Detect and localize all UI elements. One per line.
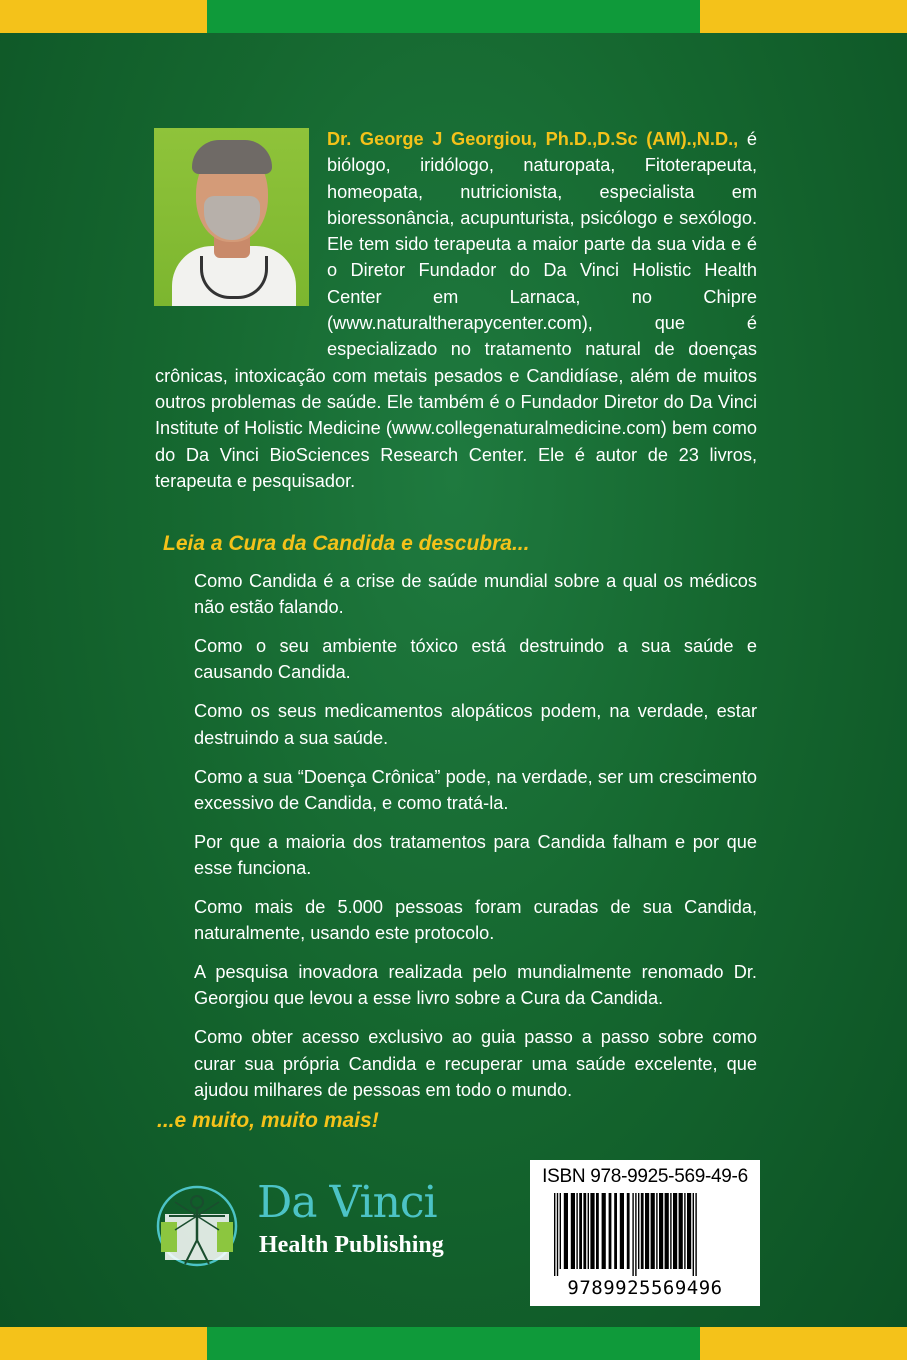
barcode-number: 9789925569496 [567, 1277, 723, 1299]
top-band-yellow-left [0, 0, 207, 33]
top-color-band [0, 0, 907, 33]
barcode-bar [602, 1193, 606, 1269]
barcode-bar [679, 1193, 683, 1269]
bottom-color-band [0, 1327, 907, 1360]
barcode-bar [641, 1193, 644, 1269]
barcode-bar [609, 1193, 612, 1269]
barcode-bar [557, 1193, 558, 1276]
barcode-bar [620, 1193, 624, 1269]
publisher-subtitle: Health Publishing [259, 1232, 444, 1258]
barcode-bar [651, 1193, 655, 1269]
barcode-bar [687, 1193, 691, 1269]
barcode-bar [564, 1193, 568, 1269]
barcode-bar [695, 1193, 696, 1276]
list-item: Como obter acesso exclusivo ao guia passo a passo sobre como curar sua própria Candida e recuperar uma saúde excelente, que ajudou milhares de pessoas em todo o mundo. [194, 1027, 757, 1100]
publisher-block [155, 1177, 465, 1270]
author-bio [155, 126, 757, 494]
barcode-bar [684, 1193, 685, 1269]
author-bio-text: é biólogo, iridólogo, naturopata, Fitoterapeuta, homeopata, nutricionista, especialista em bioressonância, acupunturista, psicólogo e sexólogo. Ele tem sido terapeuta a maior parte da sua vida e é o Diretor Fundador do Da Vinci Holistic Health Center em Larnaca, no Chipre (www.naturaltherapycenter.com), que é especializado no tratamento natural de doenças crônicas, intoxicação com metais pesados e Candidíase, além de muitos outros problemas de saúde. Ele também é o Fundador Diretor do Da Vinci Institute of Holistic Medicine (www.collegenaturalmedicine.com) bem como do Da Vinci BioSciences Research Center. Ele é autor de 23 livros, terapeuta e pesquisador. [155, 129, 757, 491]
list-item: Como o seu ambiente tóxico está destruindo a sua saúde e causando Candida. [194, 636, 757, 683]
barcode-bar [614, 1193, 617, 1269]
bottom-band-yellow-right [700, 1327, 907, 1360]
top-band-green [207, 0, 700, 33]
bottom-band-yellow-left [0, 1327, 207, 1360]
barcode-bar [635, 1193, 636, 1276]
barcode-bar [583, 1193, 586, 1269]
top-band-yellow-right [700, 0, 907, 33]
barcode-bar [632, 1193, 633, 1276]
barcode-bar [673, 1193, 677, 1269]
publisher-name: Da Vinci [257, 1177, 437, 1228]
barcode-bar [571, 1193, 575, 1269]
list-item: Como mais de 5.000 pessoas foram curadas de sua Candida, naturalmente, usando este protocolo. [194, 896, 757, 944]
barcode-bar [665, 1193, 669, 1269]
bottom-band-green [207, 1327, 700, 1360]
barcode-bar [659, 1193, 663, 1269]
author-name: Dr. George J Georgiou, Ph.D.,D.Sc (AM).,N.D., [327, 129, 739, 149]
benefit-list [194, 568, 757, 1116]
vitruvian-logo-icon [155, 1184, 239, 1268]
barcode-bar [670, 1193, 671, 1269]
list-item: Por que a maioria dos tratamentos para Candida falham e por que esse funciona. [194, 831, 757, 879]
list-item: Como os seus medicamentos alopáticos podem, na verdade, estar destruindo a sua saúde. [194, 701, 757, 748]
barcode-bar [638, 1193, 639, 1269]
list-item: Como a sua “Doença Crônica” pode, na verdade, ser um crescimento excessivo de Candida, e como tratá-la. [194, 766, 757, 813]
more-heading: ...e muito, muito mais! [157, 1109, 379, 1132]
barcode-bar [656, 1193, 657, 1269]
isbn-barcode [530, 1160, 760, 1306]
list-item: Como Candida é a crise de saúde mundial sobre a qual os médicos não estão falando. [194, 571, 757, 618]
barcode-bar [590, 1193, 594, 1269]
barcode-bar [588, 1193, 589, 1269]
barcode-bar [627, 1193, 630, 1269]
barcode-bar [576, 1193, 577, 1269]
isbn-label: ISBN 978-9925-569-49-6 [542, 1166, 748, 1187]
barcode-bar [693, 1193, 694, 1276]
barcode-bar [554, 1193, 555, 1276]
barcode-bar [645, 1193, 649, 1269]
list-item: A pesquisa inovadora realizada pelo mundialmente renomado Dr. Georgiou que levou a esse livro sobre a Cura da Candida. [194, 962, 757, 1009]
barcode-bar [596, 1193, 599, 1269]
barcode-bar [579, 1193, 582, 1269]
barcode-bar [560, 1193, 561, 1269]
read-heading: Leia a Cura da Candida e descubra... [163, 532, 530, 555]
barcode-bars [552, 1193, 748, 1276]
